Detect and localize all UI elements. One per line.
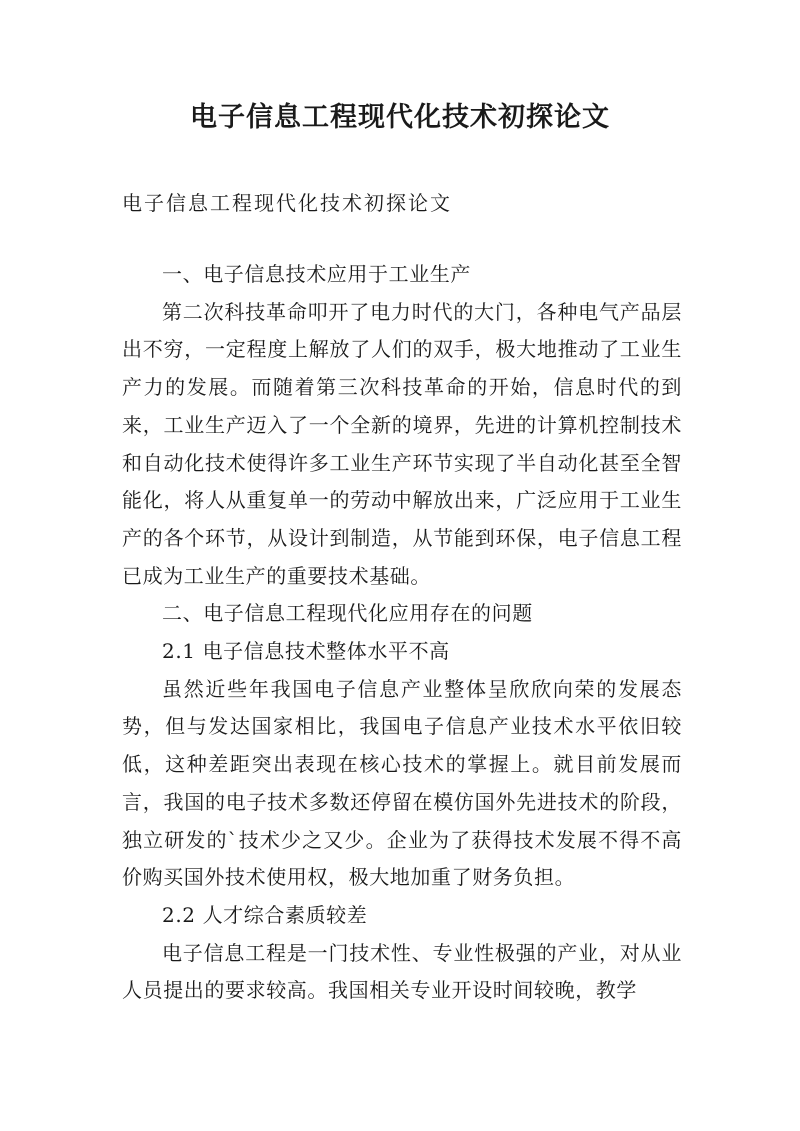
- section-heading-1: 一、电子信息技术应用于工业生产: [162, 262, 471, 286]
- section-heading-2: 二、电子信息工程现代化应用存在的问题: [162, 601, 533, 626]
- document-body: [122, 256, 682, 1010]
- subsection-heading-2-1: 2.1 电子信息技术整体水平不高: [162, 639, 450, 664]
- paragraph-1: 第二次科技革命叩开了电力时代的大门，各种电气产品层出不穷，一定程度上解放了人们的双手，极大地推动了工业生产力的发展。而随着第三次科技革命的开始，信息时代的到来，工业生产迈入了一个全新的境界，先进的计算机控制技术和自动化技术使得许多工业生产环节实现了半自动化甚至全智能化，将人从重复单一的劳动中解放出来，广泛应用于工业生产的各个环节，从设计到制造，从节能到环保，电子信息工程已成为工业生产的重要技术基础。: [122, 299, 682, 588]
- subsection-heading-2-2: 2.2 人才综合素质较差: [162, 902, 368, 927]
- paragraph-2: 虽然近些年我国电子信息产业整体呈欣欣向荣的发展态势，但与发达国家相比，我国电子信息产业技术水平依旧较低，这种差距突出表现在核心技术的掌握上。就目前发展而言，我国的电子技术多数还停留在模仿国外先进技术的阶段，独立研发的`技术少之又少。企业为了获得技术发展不得不高价购买国外技术使用权，极大地加重了财务负担。: [122, 676, 682, 890]
- document-title: 电子信息工程现代化技术初探论文: [190, 102, 610, 133]
- document-subtitle: 电子信息工程现代化技术初探论文: [122, 191, 452, 215]
- paragraph-3: 电子信息工程是一门技术性、专业性极强的产业，对从业人员提出的要求较高。我国相关专业开设时间较晚，教学: [122, 940, 682, 1003]
